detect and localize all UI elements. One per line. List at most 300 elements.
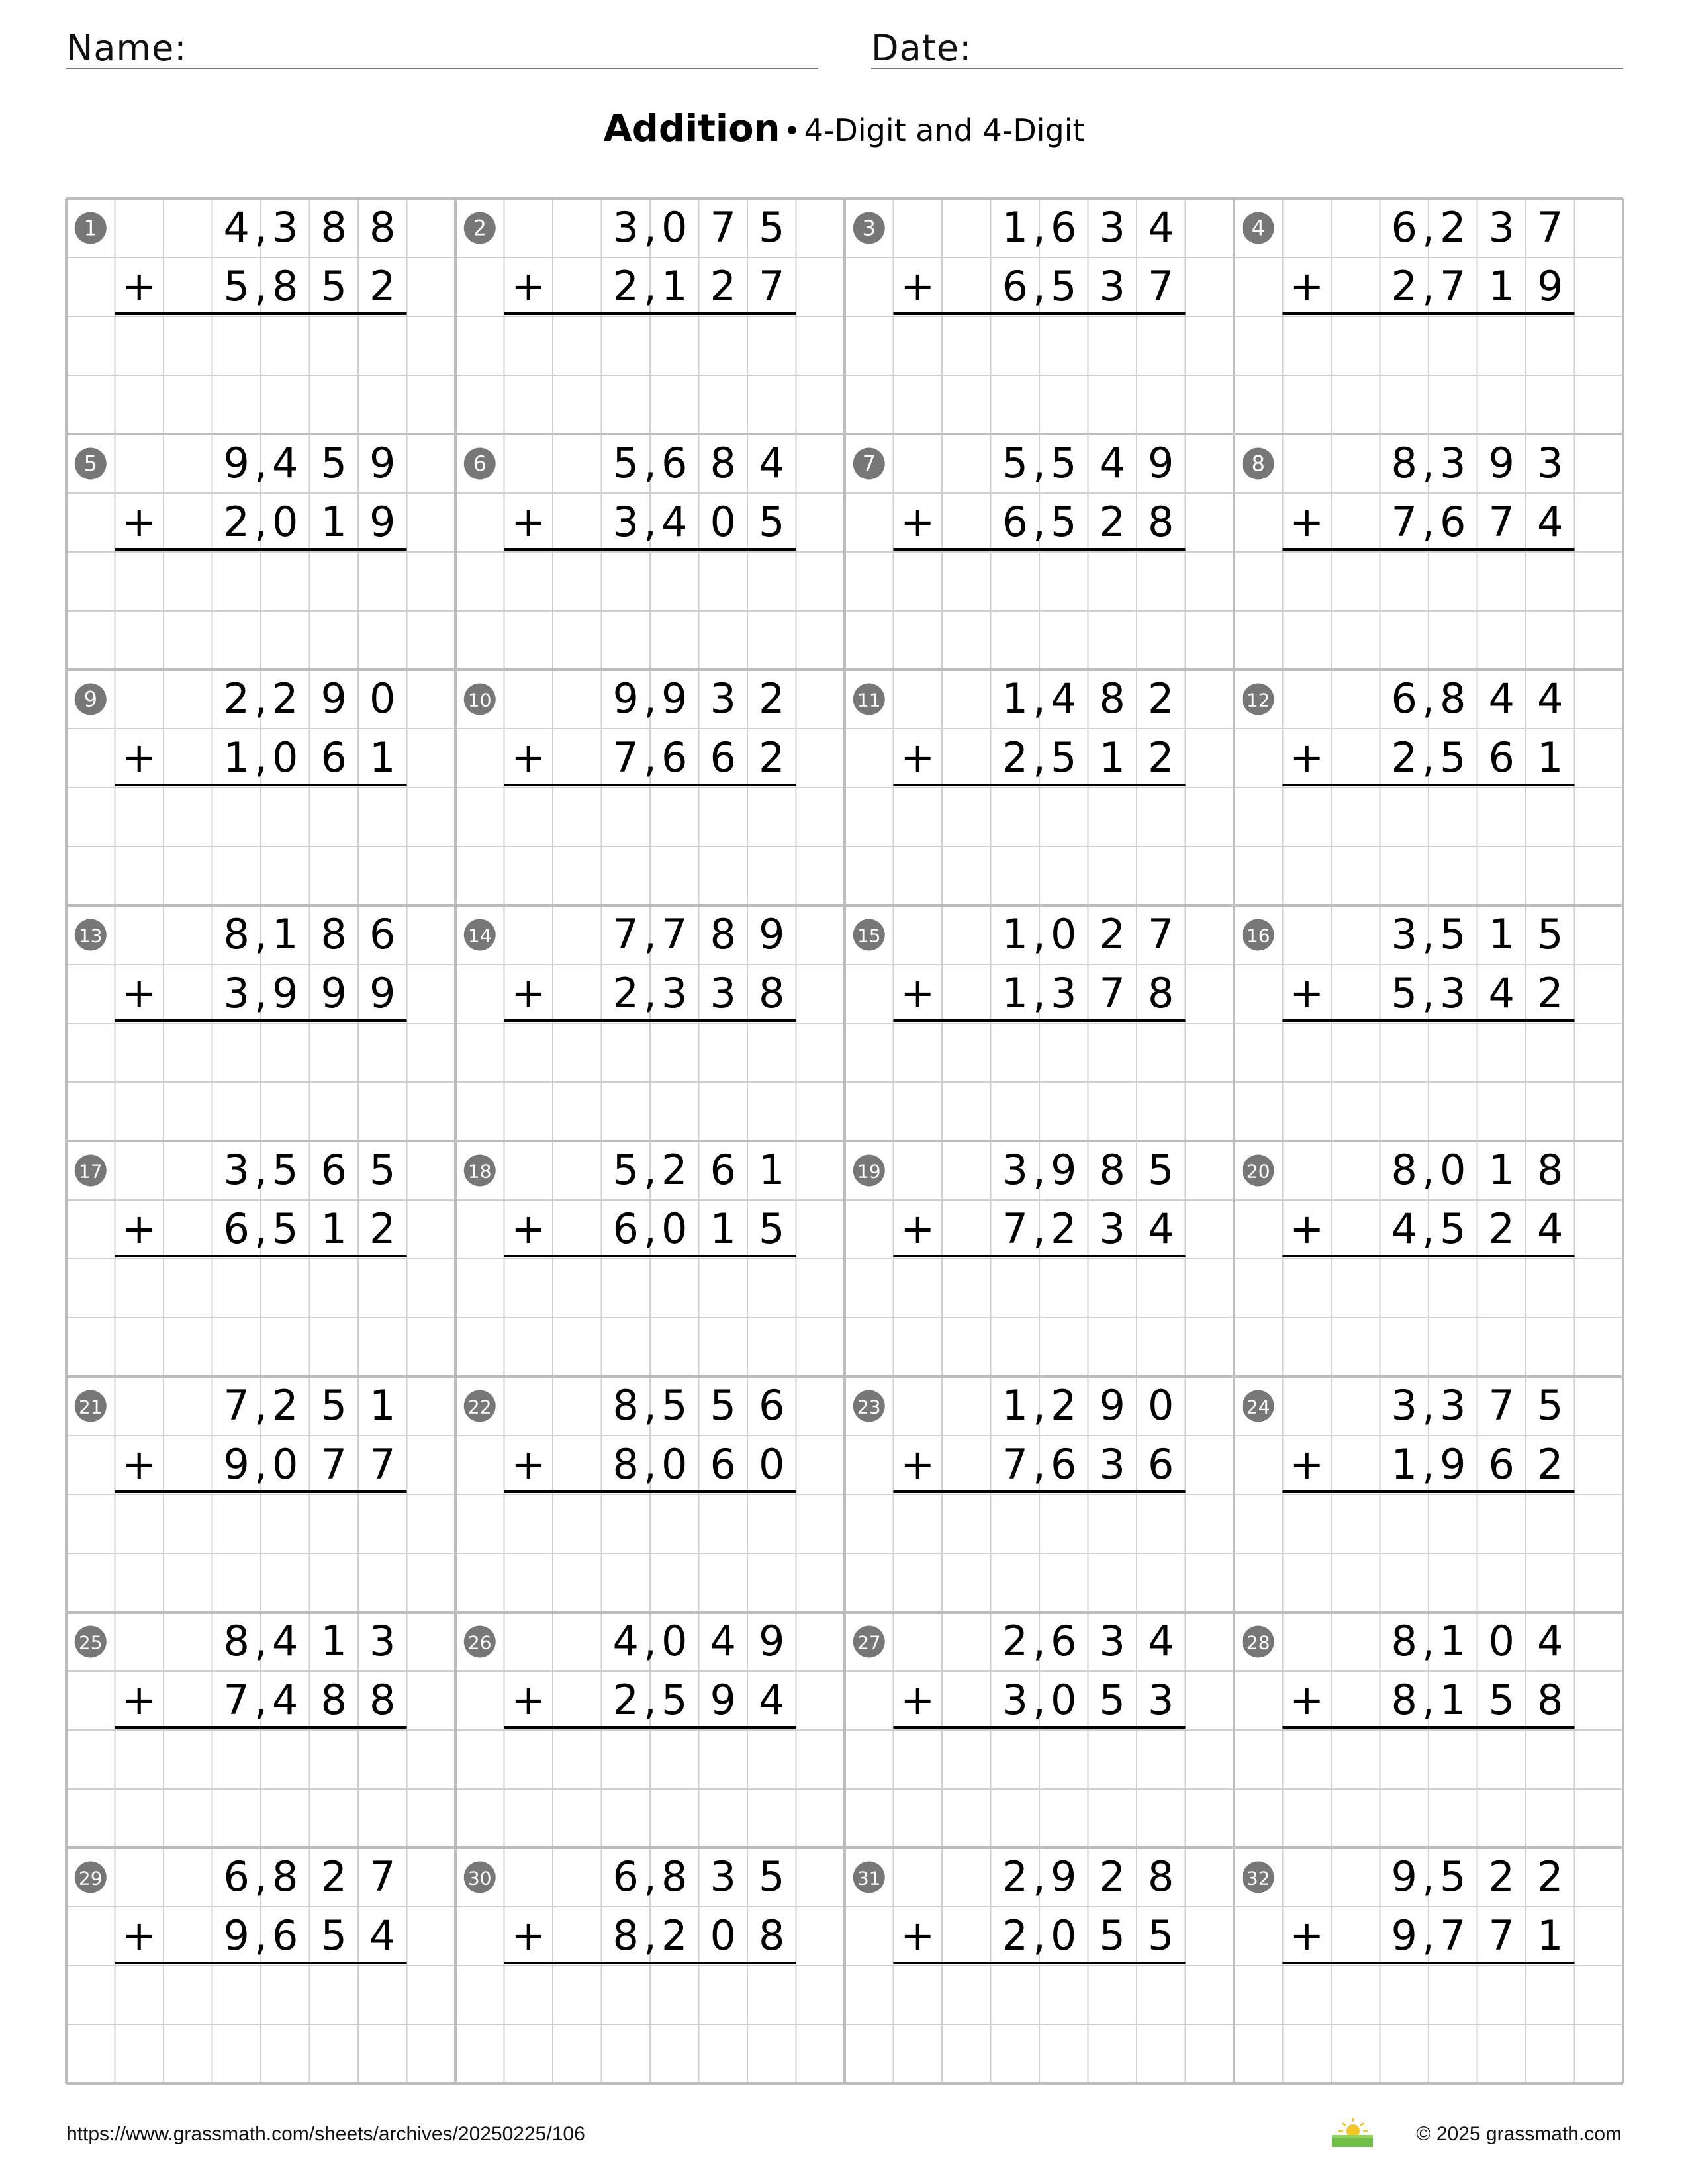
top-digit: 2	[1440, 203, 1466, 251]
top-digit: 4	[1051, 674, 1077, 723]
footer-url[interactable]: https://www.grassmath.com/sheets/archives/20250225/106	[66, 2123, 585, 2145]
bottom-digit: 6	[710, 1440, 736, 1488]
bottom-digit: 7	[1440, 262, 1466, 310]
bottom-digit: 6	[661, 733, 688, 782]
top-digit: 0	[661, 203, 688, 251]
bottom-digit: 8	[1148, 969, 1174, 1017]
top-digit: 7	[710, 203, 736, 251]
operator-sign: +	[900, 969, 935, 1017]
bottom-digit: 5	[223, 262, 250, 310]
bottom-digit: 3	[1148, 1676, 1174, 1724]
bottom-digit: 3	[710, 969, 736, 1017]
bottom-digit: 5	[759, 1205, 785, 1253]
bottom-digit: 5	[320, 1911, 347, 1960]
top-digit: 9	[1391, 1852, 1417, 1901]
top-digit: 7	[1537, 203, 1564, 251]
bottom-digit: 0	[710, 1911, 736, 1960]
top-digit: 8	[1440, 674, 1466, 723]
top-digit: 8	[1391, 1146, 1417, 1194]
bottom-digit-comma: ,	[643, 262, 657, 310]
top-digit: 2	[272, 1381, 299, 1430]
operator-sign: +	[511, 733, 546, 782]
top-digit-comma: ,	[254, 203, 267, 251]
top-digit: 9	[320, 674, 347, 723]
bottom-digit: 3	[1099, 262, 1125, 310]
bottom-digit: 9	[1391, 1911, 1417, 1960]
problem-number: 24	[1246, 1396, 1270, 1418]
bottom-digit: 9	[320, 969, 347, 1017]
bottom-digit-comma: ,	[1422, 262, 1435, 310]
bottom-digit: 8	[272, 262, 299, 310]
problem-number: 8	[1251, 451, 1265, 477]
bottom-digit: 5	[1051, 733, 1077, 782]
top-digit: 8	[612, 1381, 639, 1430]
bottom-digit: 7	[369, 1440, 396, 1488]
top-digit: 4	[1488, 674, 1515, 723]
bottom-digit: 5	[1440, 733, 1466, 782]
top-digit: 6	[223, 1852, 250, 1901]
bottom-digit: 9	[223, 1440, 250, 1488]
bottom-digit: 2	[369, 262, 396, 310]
footer-copyright: © 2025 grassmath.com	[1416, 2123, 1622, 2145]
bottom-digit: 9	[1440, 1440, 1466, 1488]
top-digit-comma: ,	[1422, 674, 1435, 723]
bottom-digit-comma: ,	[643, 498, 657, 546]
bottom-digit: 2	[759, 733, 785, 782]
problem-number: 9	[83, 686, 97, 712]
problem-number: 23	[857, 1396, 881, 1418]
bottom-digit: 4	[759, 1676, 785, 1724]
operator-sign: +	[900, 1676, 935, 1724]
top-digit: 3	[223, 1146, 250, 1194]
top-digit: 8	[320, 203, 347, 251]
bottom-digit: 2	[1051, 1205, 1077, 1253]
bottom-digit-comma: ,	[643, 1440, 657, 1488]
bottom-digit: 7	[223, 1676, 250, 1724]
bottom-digit: 6	[710, 733, 736, 782]
bottom-digit: 5	[272, 1205, 299, 1253]
top-digit: 6	[320, 1146, 347, 1194]
bottom-digit: 3	[661, 969, 688, 1017]
bottom-digit: 4	[1148, 1205, 1174, 1253]
top-digit: 5	[1148, 1146, 1174, 1194]
top-digit: 6	[710, 1146, 736, 1194]
bottom-digit: 2	[1537, 969, 1564, 1017]
bottom-digit: 3	[1099, 1440, 1125, 1488]
bottom-digit: 7	[1002, 1440, 1028, 1488]
top-digit: 2	[223, 674, 250, 723]
top-digit: 2	[272, 674, 299, 723]
top-digit: 4	[710, 1617, 736, 1665]
problem-number: 4	[1251, 215, 1265, 241]
bottom-digit: 8	[369, 1676, 396, 1724]
bottom-digit: 1	[320, 1205, 347, 1253]
bottom-digit: 0	[710, 498, 736, 546]
top-digit-comma: ,	[1033, 1146, 1046, 1194]
bottom-digit: 6	[1440, 498, 1466, 546]
bottom-digit: 8	[612, 1440, 639, 1488]
top-digit-comma: ,	[1422, 910, 1435, 958]
bottom-digit: 1	[1002, 969, 1028, 1017]
top-digit: 3	[369, 1617, 396, 1665]
bottom-digit: 1	[1537, 1911, 1564, 1960]
bottom-digit: 6	[1002, 498, 1028, 546]
operator-sign: +	[122, 1911, 157, 1960]
top-digit: 6	[1051, 203, 1077, 251]
top-digit-comma: ,	[643, 1146, 657, 1194]
bottom-digit: 6	[1488, 733, 1515, 782]
top-digit: 1	[1440, 1617, 1466, 1665]
bottom-digit: 4	[369, 1911, 396, 1960]
operator-sign: +	[1289, 1440, 1325, 1488]
operator-sign: +	[122, 1676, 157, 1724]
top-digit: 1	[320, 1617, 347, 1665]
top-digit: 1	[1488, 910, 1515, 958]
top-digit: 9	[1099, 1381, 1125, 1430]
bottom-digit: 8	[612, 1911, 639, 1960]
top-digit-comma: ,	[1422, 203, 1435, 251]
bottom-digit-comma: ,	[643, 969, 657, 1017]
bottom-digit: 0	[759, 1440, 785, 1488]
bottom-digit: 3	[1051, 969, 1077, 1017]
top-digit: 4	[272, 1617, 299, 1665]
top-digit: 0	[1148, 1381, 1174, 1430]
bottom-digit-comma: ,	[254, 1911, 267, 1960]
bottom-digit: 1	[320, 498, 347, 546]
top-digit: 4	[1148, 1617, 1174, 1665]
top-digit: 3	[1537, 439, 1564, 487]
top-digit-comma: ,	[1422, 439, 1435, 487]
bottom-digit: 5	[1099, 1911, 1125, 1960]
bottom-digit: 9	[369, 969, 396, 1017]
bottom-digit: 5	[1488, 1676, 1515, 1724]
top-digit-comma: ,	[1422, 1146, 1435, 1194]
bottom-digit: 5	[1099, 1676, 1125, 1724]
top-digit-comma: ,	[254, 1381, 267, 1430]
top-digit: 8	[1537, 1146, 1564, 1194]
top-digit: 6	[1391, 203, 1417, 251]
top-digit: 5	[320, 1381, 347, 1430]
top-digit: 5	[1537, 910, 1564, 958]
top-digit-comma: ,	[1033, 1852, 1046, 1901]
problem-number: 30	[467, 1867, 492, 1889]
operator-sign: +	[900, 262, 935, 310]
top-digit: 8	[320, 910, 347, 958]
top-digit: 5	[661, 1381, 688, 1430]
bottom-digit: 4	[1488, 969, 1515, 1017]
top-digit: 9	[223, 439, 250, 487]
operator-sign: +	[1289, 1205, 1325, 1253]
bottom-digit: 2	[1488, 1205, 1515, 1253]
bottom-digit-comma: ,	[1033, 262, 1046, 310]
bottom-digit: 7	[612, 733, 639, 782]
bottom-digit: 7	[1488, 498, 1515, 546]
bottom-digit: 2	[1002, 1911, 1028, 1960]
bottom-digit: 2	[1148, 733, 1174, 782]
operator-sign: +	[122, 733, 157, 782]
bottom-digit: 4	[661, 498, 688, 546]
bottom-digit: 2	[612, 969, 639, 1017]
bottom-digit: 1	[710, 1205, 736, 1253]
top-digit: 9	[1051, 1852, 1077, 1901]
top-digit-comma: ,	[1033, 203, 1046, 251]
bottom-digit: 2	[369, 1205, 396, 1253]
bottom-digit-comma: ,	[254, 1676, 267, 1724]
top-digit: 5	[612, 1146, 639, 1194]
bottom-digit-comma: ,	[1422, 733, 1435, 782]
bottom-digit: 2	[1391, 262, 1417, 310]
problem-number: 31	[857, 1867, 881, 1889]
bottom-digit-comma: ,	[254, 498, 267, 546]
top-digit: 5	[1002, 439, 1028, 487]
bottom-digit: 7	[1488, 1911, 1515, 1960]
bottom-digit: 5	[1391, 969, 1417, 1017]
problem-number: 18	[467, 1160, 492, 1183]
top-digit-comma: ,	[254, 910, 267, 958]
operator-sign: +	[511, 1911, 546, 1960]
bottom-digit: 5	[1440, 1205, 1466, 1253]
top-digit-comma: ,	[254, 1617, 267, 1665]
top-digit-comma: ,	[1422, 1381, 1435, 1430]
operator-sign: +	[511, 1676, 546, 1724]
problem-number: 5	[83, 451, 97, 477]
top-digit: 5	[759, 203, 785, 251]
top-digit-comma: ,	[643, 1617, 657, 1665]
bottom-digit: 6	[1051, 1440, 1077, 1488]
bottom-digit-comma: ,	[643, 1676, 657, 1724]
top-digit: 3	[1440, 439, 1466, 487]
top-digit: 5	[369, 1146, 396, 1194]
bottom-digit: 8	[1148, 498, 1174, 546]
top-digit: 1	[1002, 910, 1028, 958]
top-digit: 4	[223, 203, 250, 251]
problem-number: 29	[78, 1867, 103, 1889]
top-digit-comma: ,	[1422, 1852, 1435, 1901]
bottom-digit: 7	[759, 262, 785, 310]
operator-sign: +	[1289, 1911, 1325, 1960]
bottom-digit: 1	[1440, 1676, 1466, 1724]
operator-sign: +	[900, 1440, 935, 1488]
top-digit: 9	[1148, 439, 1174, 487]
bottom-digit: 8	[320, 1676, 347, 1724]
bottom-digit-comma: ,	[1033, 1676, 1046, 1724]
bottom-digit: 1	[223, 733, 250, 782]
top-digit: 6	[612, 1852, 639, 1901]
bottom-digit-comma: ,	[1033, 1440, 1046, 1488]
bottom-digit: 2	[1537, 1440, 1564, 1488]
problem-number: 20	[1246, 1160, 1270, 1183]
top-digit: 2	[1099, 910, 1125, 958]
top-digit: 6	[1391, 674, 1417, 723]
bottom-digit-comma: ,	[643, 1911, 657, 1960]
bottom-digit-comma: ,	[254, 262, 267, 310]
problem-number: 25	[78, 1631, 103, 1654]
top-digit: 2	[1488, 1852, 1515, 1901]
operator-sign: +	[1289, 733, 1325, 782]
top-digit: 5	[612, 439, 639, 487]
top-digit: 7	[369, 1852, 396, 1901]
bottom-digit: 0	[661, 1205, 688, 1253]
top-digit: 5	[1051, 439, 1077, 487]
bottom-digit: 2	[1002, 733, 1028, 782]
top-digit: 3	[1099, 1617, 1125, 1665]
problem-number: 6	[473, 451, 487, 477]
bottom-digit-comma: ,	[1422, 1676, 1435, 1724]
bottom-digit: 2	[612, 262, 639, 310]
top-digit: 0	[1051, 910, 1077, 958]
bottom-digit: 0	[1051, 1676, 1077, 1724]
bottom-digit: 5	[1051, 498, 1077, 546]
problem-number: 32	[1246, 1867, 1270, 1889]
operator-sign: +	[1289, 498, 1325, 546]
bottom-digit-comma: ,	[643, 1205, 657, 1253]
bottom-digit-comma: ,	[1033, 498, 1046, 546]
problem-number: 27	[857, 1631, 881, 1654]
top-digit: 1	[759, 1146, 785, 1194]
bottom-digit: 3	[223, 969, 250, 1017]
problem-number: 2	[473, 215, 487, 241]
bottom-digit-comma: ,	[1033, 733, 1046, 782]
top-digit: 5	[272, 1146, 299, 1194]
top-digit: 7	[1148, 910, 1174, 958]
top-digit: 9	[759, 1617, 785, 1665]
bottom-digit: 2	[710, 262, 736, 310]
top-digit: 6	[1051, 1617, 1077, 1665]
top-digit: 1	[1002, 1381, 1028, 1430]
top-digit: 7	[1488, 1381, 1515, 1430]
problem-number: 3	[862, 215, 876, 241]
bottom-digit: 8	[759, 1911, 785, 1960]
problem-number: 11	[857, 689, 881, 711]
top-digit-comma: ,	[643, 439, 657, 487]
bottom-digit: 1	[1391, 1440, 1417, 1488]
operator-sign: +	[511, 1205, 546, 1253]
top-digit: 8	[661, 1852, 688, 1901]
top-digit: 9	[759, 910, 785, 958]
top-digit-comma: ,	[643, 1852, 657, 1901]
bottom-digit: 6	[612, 1205, 639, 1253]
top-digit: 2	[1002, 1617, 1028, 1665]
top-digit: 9	[612, 674, 639, 723]
operator-sign: +	[511, 262, 546, 310]
top-digit: 6	[369, 910, 396, 958]
top-digit: 5	[710, 1381, 736, 1430]
bottom-digit-comma: ,	[254, 1440, 267, 1488]
top-digit-comma: ,	[643, 674, 657, 723]
top-digit-comma: ,	[1033, 1381, 1046, 1430]
top-digit-comma: ,	[643, 203, 657, 251]
top-digit-comma: ,	[1033, 1617, 1046, 1665]
bottom-digit-comma: ,	[254, 1205, 267, 1253]
problem-number: 17	[78, 1160, 103, 1183]
bottom-digit: 7	[1440, 1911, 1466, 1960]
bottom-digit: 1	[1488, 262, 1515, 310]
top-digit-comma: ,	[643, 910, 657, 958]
top-digit-comma: ,	[254, 674, 267, 723]
bottom-digit-comma: ,	[254, 733, 267, 782]
top-digit: 2	[1537, 1852, 1564, 1901]
bottom-digit-comma: ,	[1422, 1911, 1435, 1960]
bottom-digit: 7	[1148, 262, 1174, 310]
bottom-digit: 7	[1099, 969, 1125, 1017]
top-digit: 5	[1440, 910, 1466, 958]
bottom-digit: 8	[1537, 1676, 1564, 1724]
operator-sign: +	[900, 1911, 935, 1960]
bottom-digit-comma: ,	[1033, 1911, 1046, 1960]
top-digit: 1	[1002, 674, 1028, 723]
top-digit: 6	[759, 1381, 785, 1430]
bottom-digit: 7	[1391, 498, 1417, 546]
name-label: Name:	[66, 27, 187, 69]
top-digit: 6	[661, 439, 688, 487]
top-digit: 5	[1537, 1381, 1564, 1430]
top-digit: 3	[1002, 1146, 1028, 1194]
bottom-digit: 5	[320, 262, 347, 310]
problem-number: 21	[78, 1396, 103, 1418]
top-digit: 2	[1099, 1852, 1125, 1901]
bottom-digit-comma: ,	[1422, 969, 1435, 1017]
top-digit-comma: ,	[1033, 910, 1046, 958]
bottom-digit: 9	[223, 1911, 250, 1960]
problem-number: 28	[1246, 1631, 1270, 1654]
top-digit: 8	[710, 910, 736, 958]
top-digit: 2	[1002, 1852, 1028, 1901]
bottom-digit-comma: ,	[1033, 1205, 1046, 1253]
top-digit: 9	[1488, 439, 1515, 487]
bottom-digit: 2	[1391, 733, 1417, 782]
bottom-digit: 2	[223, 498, 250, 546]
top-digit-comma: ,	[254, 439, 267, 487]
operator-sign: +	[122, 1205, 157, 1253]
top-digit: 0	[1440, 1146, 1466, 1194]
problem-number: 22	[467, 1396, 492, 1418]
problem-number: 16	[1246, 925, 1270, 947]
bottom-digit: 5	[661, 1676, 688, 1724]
problem-number: 13	[78, 925, 103, 947]
problem-number: 15	[857, 925, 881, 947]
bottom-digit-comma: ,	[1422, 1440, 1435, 1488]
bottom-digit-comma: ,	[254, 969, 267, 1017]
top-digit: 7	[661, 910, 688, 958]
bottom-digit: 3	[1099, 1205, 1125, 1253]
top-digit: 5	[320, 439, 347, 487]
top-digit: 3	[710, 674, 736, 723]
top-digit: 8	[710, 439, 736, 487]
top-digit: 8	[1099, 1146, 1125, 1194]
bottom-digit: 9	[710, 1676, 736, 1724]
bottom-digit: 8	[759, 969, 785, 1017]
bottom-digit: 1	[1099, 733, 1125, 782]
top-digit: 4	[759, 439, 785, 487]
top-digit: 1	[369, 1381, 396, 1430]
bottom-digit: 6	[1488, 1440, 1515, 1488]
operator-sign: +	[511, 969, 546, 1017]
top-digit: 0	[369, 674, 396, 723]
bottom-digit: 7	[1002, 1205, 1028, 1253]
top-digit: 3	[272, 203, 299, 251]
top-digit: 8	[1391, 439, 1417, 487]
top-digit-comma: ,	[254, 1852, 267, 1901]
top-digit: 1	[1488, 1146, 1515, 1194]
top-digit: 3	[1440, 1381, 1466, 1430]
grass-sun-logo-icon	[1329, 2115, 1376, 2148]
top-digit: 1	[1002, 203, 1028, 251]
problem-number: 1	[83, 215, 97, 241]
bottom-digit: 1	[369, 733, 396, 782]
problem-number: 14	[467, 925, 492, 947]
top-digit: 5	[759, 1852, 785, 1901]
top-digit: 2	[1148, 674, 1174, 723]
